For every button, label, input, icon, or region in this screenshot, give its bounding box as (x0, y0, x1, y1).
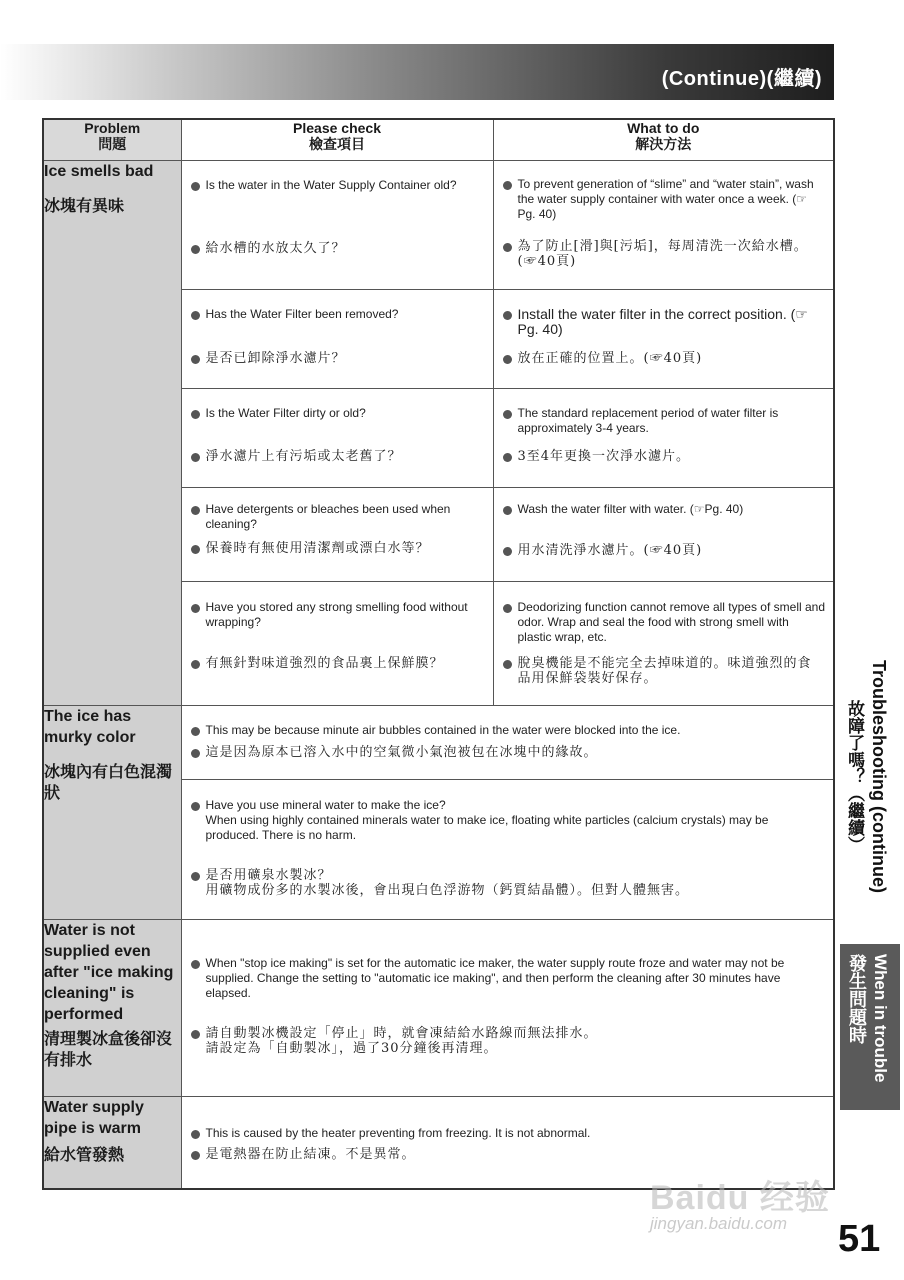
todo-cell (493, 389, 834, 488)
problem-murky-zh: 冰塊內有白色混濁狀 (44, 764, 173, 802)
table-row (43, 920, 834, 1097)
todo-en: Install the water filter in the correct position. (☞Pg. 40) (494, 307, 834, 337)
check-cell (181, 488, 493, 582)
murky-a-zh: 這是因為原本已溶入水中的空氣微小氣泡被包在冰塊中的緣故。 (182, 745, 834, 760)
nowater-zh-line2: 請設定為「自動製冰」，過了30分鐘後再清理。 (205, 1041, 498, 1056)
header-todo-en: What to do (627, 120, 700, 136)
todo-en: The standard replacement period of water filter is approximately 3-4 years. (494, 406, 834, 436)
check-cell (181, 389, 493, 488)
table-row (43, 706, 834, 780)
watermark-logo: Baidu 经验 (650, 1179, 830, 1217)
header-problem-en: Problem (84, 120, 141, 136)
todo-en: Deodorizing function cannot remove all types of smell and odor. Wrap and seal the food with strong smell with plastic wrap, etc. (494, 600, 834, 645)
todo-en: Wash the water filter with water. (☞Pg. 40) (494, 502, 834, 517)
page-number: 51 (838, 1218, 881, 1260)
side-troubleshooting-en: Troubleshooting (continue) (869, 660, 889, 893)
todo-zh: 為了防止[滑]與[污垢]，每周清洗一次給水槽。(☞40頁) (494, 239, 834, 269)
todo-en: To prevent generation of “slime” and “water stain”, wash the water supply container with water once a week. (☞Pg. 40) (494, 177, 834, 222)
problem-nowater-en: Water is not supplied even after "ice making cleaning" is performed (44, 922, 174, 1023)
problem-smell-zh: 冰塊有異味 (44, 198, 125, 215)
check-cell (181, 582, 493, 706)
header-check-zh: 檢查項目 (309, 136, 365, 152)
nowater-answer (181, 920, 834, 1097)
problem-cell-pipe (43, 1097, 181, 1189)
problem-cell-nowater (43, 920, 181, 1097)
check-en: Have detergents or bleaches been used when cleaning? (182, 502, 493, 532)
murky-answer-a (181, 706, 834, 780)
problem-smell-en: Ice smells bad (44, 163, 154, 180)
header-todo-zh: 解決方法 (635, 136, 692, 152)
check-en: Is the Water Filter dirty or old? (182, 406, 493, 421)
murky-b-en (182, 798, 834, 843)
pipe-en: This is caused by the heater preventing from freezing. It is not abnormal. (182, 1126, 834, 1141)
nowater-en: When "stop ice making" is set for the automatic ice maker, the water supply route froze and water may not be supplied. Change the setting to "automatic ice making", and then perform the cleaning after 30 minutes have elapsed. (182, 956, 804, 1001)
murky-b-zh-line1: 是否用礦泉水製冰？ (205, 868, 332, 883)
side-troubleshooting-zh: 故障了嗎？（繼續） (844, 700, 864, 853)
check-en: Have you stored any strong smelling food without wrapping? (182, 600, 493, 630)
header-problem (43, 119, 181, 161)
problem-pipe-zh: 給水管發熱 (44, 1147, 125, 1164)
troubleshooting-table (42, 118, 835, 1190)
murky-b-zh (182, 868, 834, 898)
nowater-zh (182, 1026, 834, 1056)
problem-nowater-zh: 清理製冰盒後卻沒有排水 (44, 1031, 173, 1069)
table-row (43, 161, 834, 290)
check-zh: 淨水濾片上有污垢或太老舊了？ (182, 449, 493, 464)
header-title: (Continue)(繼續) (661, 68, 822, 90)
side-when-en: When in trouble (871, 954, 890, 1083)
todo-zh: 3至4年更換一次淨水濾片。 (494, 449, 834, 464)
todo-cell (493, 161, 834, 290)
nowater-zh-line1: 請自動製冰機設定「停止」時，就會凍結給水路線而無法排水。 (205, 1026, 598, 1041)
murky-b-en-line1: Have you use mineral water to make the ice? (205, 798, 446, 812)
todo-cell (493, 290, 834, 389)
watermark-url: jingyan.baidu.com (650, 1214, 788, 1233)
header-band (0, 44, 834, 100)
check-zh: 是否已卸除淨水濾片？ (182, 351, 493, 366)
side-tab-when-in-trouble (840, 944, 900, 1110)
problem-cell-murky (43, 706, 181, 920)
side-when-zh: 發生問題時 (847, 954, 867, 1044)
check-en: Is the water in the Water Supply Container old? (182, 178, 493, 193)
murky-b-en-line2: When using highly contained minerals water to make ice, floating white particles (calcium crystals) may be produced. There is no harm. (205, 813, 769, 842)
problem-murky-en: The ice has murky color (44, 708, 136, 746)
header-problem-zh: 問題 (98, 136, 127, 152)
murky-b-zh-line2: 用礦物成份多的水製冰後，會出現白色浮游物（鈣質結晶體）。但對人體無害。 (205, 883, 690, 898)
pipe-zh: 是電熱器在防止結凍。不是異常。 (182, 1147, 834, 1162)
header-todo (493, 119, 834, 161)
problem-cell-smell (43, 161, 181, 706)
side-tab-troubleshooting (840, 660, 894, 940)
todo-zh: 用水清洗淨水濾片。(☞40頁) (494, 543, 834, 558)
todo-zh: 脫臭機能是不能完全去掉味道的。味道強烈的食品用保鮮袋裝好保存。 (494, 656, 834, 686)
murky-answer-b (181, 780, 834, 920)
check-cell (181, 161, 493, 290)
problem-pipe-en: Water supply pipe is warm (44, 1099, 144, 1137)
todo-cell (493, 582, 834, 706)
header-check (181, 119, 493, 161)
header-check-en: Please check (293, 120, 381, 136)
table-header-row (43, 119, 834, 161)
todo-cell (493, 488, 834, 582)
murky-a-en: This may be because minute air bubbles contained in the water were blocked into the ice. (182, 723, 834, 738)
check-zh: 給水槽的水放太久了？ (182, 241, 493, 256)
todo-zh: 放在正確的位置上。(☞40頁) (494, 351, 834, 366)
check-en: Has the Water Filter been removed? (182, 307, 493, 322)
check-cell (181, 290, 493, 389)
check-zh: 保養時有無使用清潔劑或漂白水等？ (182, 541, 493, 556)
check-zh: 有無針對味道強烈的食品裏上保鮮膜？ (182, 656, 493, 671)
